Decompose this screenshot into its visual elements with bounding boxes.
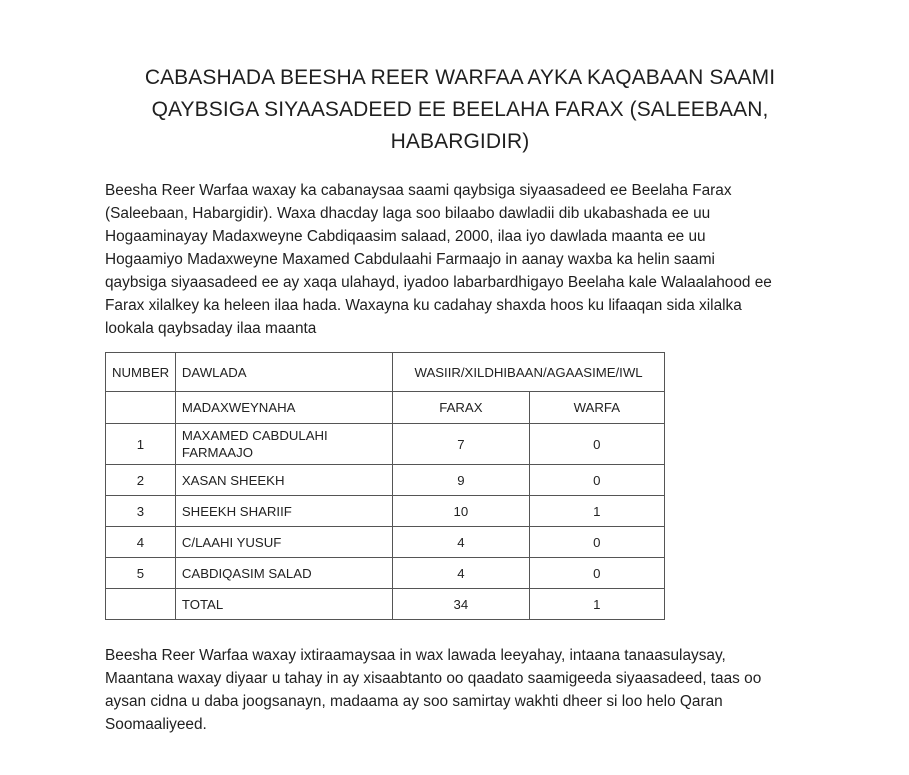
row-farax: 4: [393, 527, 529, 558]
row-number: 2: [106, 465, 176, 496]
table-row: [106, 465, 665, 496]
total-farax: 34: [393, 589, 529, 620]
header-number: NUMBER: [106, 353, 176, 392]
intro-line: qaybsiga siyaasadeed ee ay xaqa ulahayd, iyadoo labarbardhigayo Beelaha kale Walaalahood ee: [105, 274, 772, 291]
title-line-1: CABASHADA BEESHA REER WARFAA AYKA KAQABAAN SAAMI: [144, 66, 776, 89]
row-president-line-2: FARMAAJO: [181, 445, 253, 460]
intro-line: lookala qaybsaday ilaa maanta: [105, 320, 317, 337]
intro-line: Hogaaminayay Madaxweyne Cabdiqaasim salaad, 2000, ilaa iyo dawlada maanta ee uu: [105, 228, 706, 245]
table-row: [106, 558, 665, 589]
row-number: 3: [106, 496, 176, 527]
subheader-warfa: WARFA: [529, 392, 664, 424]
row-warfa: 1: [529, 496, 664, 527]
row-president-line-1: MAXAMED CABDULAHI: [181, 428, 328, 443]
total-label: TOTAL: [175, 589, 392, 620]
row-farax: 9: [393, 465, 529, 496]
intro-line: Beesha Reer Warfaa waxay ka cabanaysaa saami qaybsiga siyaasadeed ee Beelaha Farax: [105, 182, 732, 199]
subheader-farax: FARAX: [393, 392, 529, 424]
row-warfa: 0: [529, 527, 664, 558]
row-number: 5: [106, 558, 176, 589]
row-president: C/LAAHI YUSUF: [175, 527, 392, 558]
row-president: SHEEKH SHARIIF: [175, 496, 392, 527]
closing-line: Maantana waxay diyaar u tahay in ay xisaabtanto oo qaadato saamigeeda siyaasadeed, taas oo: [105, 670, 762, 687]
row-president: [175, 424, 392, 465]
title-line-2: QAYBSIGA SIYAASADEED EE BEELAHA FARAX (SALEEBAAN,: [151, 98, 769, 121]
title-line-3: HABARGIDIR): [390, 130, 530, 153]
row-number: 4: [106, 527, 176, 558]
subheader-madaxweynaha: MADAXWEYNAHA: [175, 392, 392, 424]
total-number: [106, 589, 176, 620]
row-farax: 4: [393, 558, 529, 589]
closing-paragraph: [105, 644, 830, 736]
table-header-row: [106, 353, 665, 392]
table-row: [106, 424, 665, 465]
intro-line: (Saleebaan, Habargidir). Waxa dhacday laga soo bilaabo dawladii dib ukabashada ee uu: [105, 205, 711, 222]
table-subheader-row: [106, 392, 665, 424]
table-total-row: [106, 589, 665, 620]
header-wasiir: WASIIR/XILDHIBAAN/AGAASIME/IWL: [393, 353, 665, 392]
subheader-number: [106, 392, 176, 424]
intro-line: Farax xilalkey ka heleen ilaa hada. Waxayna ku cadahay shaxda hoos ku lifaaqan sida xilalka: [105, 297, 742, 314]
closing-line: aysan cidna u daba joogsanayn, madaama ay soo samirtay wakhti dheer si loo helo Qaran: [105, 693, 723, 710]
document-title: [120, 62, 800, 158]
row-warfa: 0: [529, 424, 664, 465]
row-president: CABDIQASIM SALAD: [175, 558, 392, 589]
row-warfa: 0: [529, 465, 664, 496]
government-positions-table: [105, 352, 665, 620]
row-farax: 10: [393, 496, 529, 527]
row-president: XASAN SHEEKH: [175, 465, 392, 496]
row-farax: 7: [393, 424, 529, 465]
intro-line: Hogaamiyo Madaxweyne Maxamed Cabdulaahi Farmaajo in aanay waxba ka helin saami: [105, 251, 715, 268]
table-row: [106, 496, 665, 527]
row-number: 1: [106, 424, 176, 465]
header-dawlada: DAWLADA: [175, 353, 392, 392]
total-warfa: 1: [529, 589, 664, 620]
closing-line: Soomaaliyeed.: [105, 716, 207, 733]
closing-line: Beesha Reer Warfaa waxay ixtiraamaysaa in wax lawada leeyahay, intaana tanaasulaysay,: [105, 647, 726, 664]
row-warfa: 0: [529, 558, 664, 589]
intro-paragraph: [105, 179, 825, 340]
table-row: [106, 527, 665, 558]
